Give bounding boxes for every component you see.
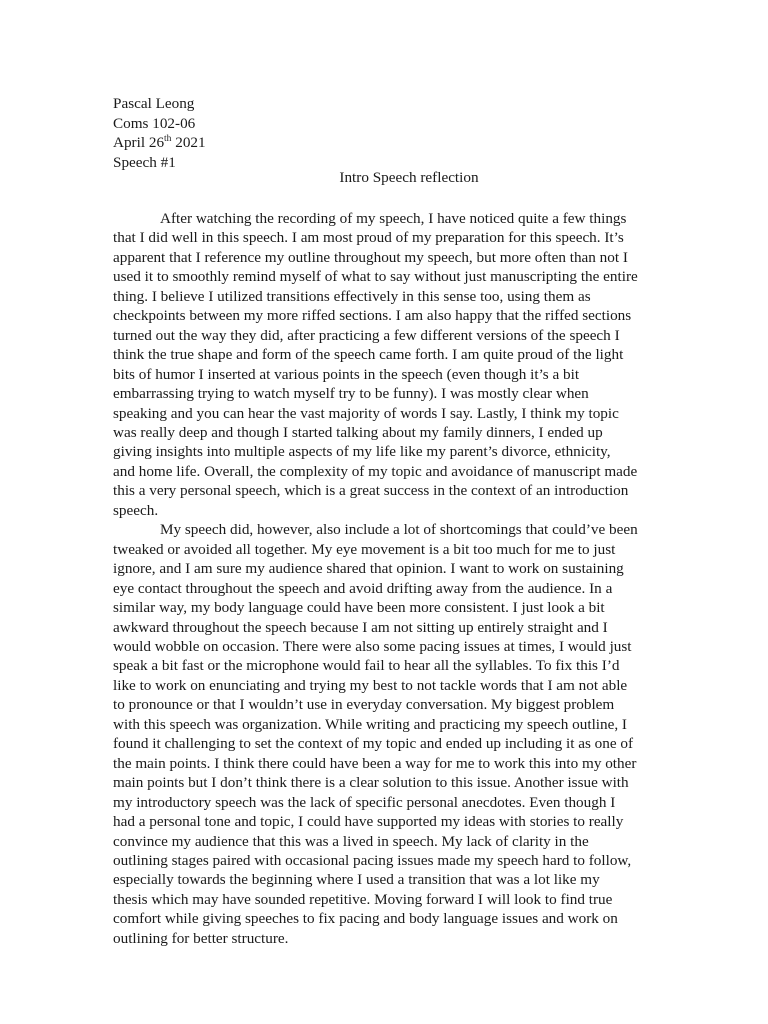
paragraph-line: like to work on enunciating and trying my best to not tackle words that I am not able xyxy=(113,676,628,694)
paragraph-line: my introductory speech was the lack of specific personal anecdotes. Even though I xyxy=(113,793,616,811)
paragraph-1 xyxy=(113,209,673,520)
paragraph-line: especially towards the beginning where I used a transition that was a lot like my xyxy=(113,871,600,889)
paragraph-line: thesis which may have sounded repetitive. Moving forward I will look to find true xyxy=(113,890,613,908)
paragraph-line: think the true shape and form of the speech came forth. I am quite proud of the light xyxy=(113,346,624,364)
author-name: Pascal Leong xyxy=(113,95,195,112)
paragraph-line: giving insights into multiple aspects of my life like my parent’s divorce, ethnicity, xyxy=(113,443,611,461)
paragraph-line: ignore, and I am sure my audience shared that opinion. I want to work on sustaining xyxy=(113,560,624,578)
paragraph-line: thing. I believe I utilized transitions effectively in this sense too, using them as xyxy=(113,287,591,305)
paragraph-line: embarrassing trying to watch myself try to be funny). I was mostly clear when xyxy=(113,385,589,403)
paragraph-line: apparent that I reference my outline throughout my speech, but more often than not I xyxy=(113,248,628,266)
paragraph-line: checkpoints between my more riffed sections. I am also happy that the riffed sections xyxy=(113,307,632,325)
paragraph-line: the main points. I think there could have been a way for me to work this into my other xyxy=(113,754,637,772)
document-header xyxy=(113,94,206,172)
paragraph-line: had a personal tone and topic, I could have supported my ideas with stories to really xyxy=(113,813,624,831)
paragraph-line: outlining for better structure. xyxy=(113,929,289,947)
paragraph-line: comfort while giving speeches to fix pacing and body language issues and work on xyxy=(113,910,618,928)
paragraph-line: this a very personal speech, which is a great success in the context of an introduction xyxy=(113,482,629,500)
paragraph-line: speech. xyxy=(113,501,159,519)
paragraph-line: main points but I don’t think there is a clear solution to this issue. Another issue with xyxy=(113,774,629,792)
paragraph-line: to pronounce or that I wouldn’t use in everyday conversation. My biggest problem xyxy=(113,696,615,714)
paragraph-line: eye contact throughout the speech and avoid drifting away from the audience. In a xyxy=(113,579,613,597)
paragraph-line: convince my audience that this was a lived in speech. My lack of clarity in the xyxy=(113,832,589,850)
paragraph-line: similar way, my body language could have been more consistent. I just look a bit xyxy=(113,599,605,617)
date-prefix: April 26 xyxy=(113,134,165,151)
paragraph-line: outlining stages paired with occasional pacing issues made my speech hard to follow, xyxy=(113,851,632,869)
assignment-label: Speech #1 xyxy=(113,153,176,171)
paragraph-line: found it challenging to set the context of my topic and ended up including it as one of xyxy=(113,735,634,753)
paragraph-line: with this speech was organization. While writing and practicing my speech outline, I xyxy=(113,715,627,733)
paragraph-line: My speech did, however, also include a lot of shortcomings that could’ve been xyxy=(160,521,638,539)
date-suffix: 2021 xyxy=(171,134,206,151)
document-body xyxy=(113,209,673,948)
document-date xyxy=(113,133,206,153)
paragraph-line: and home life. Overall, the complexity of my topic and avoidance of manuscript made xyxy=(113,462,638,480)
paragraph-2 xyxy=(113,520,673,948)
paragraph-line: After watching the recording of my speech, I have noticed quite a few things xyxy=(160,210,627,227)
date-superscript: th xyxy=(164,134,172,144)
paragraph-line: bits of humor I inserted at various points in the speech (even though it’s a bit xyxy=(113,365,580,383)
paragraph-line: was really deep and though I started talking about my family dinners, I ended up xyxy=(113,423,603,441)
paragraph-line: tweaked or avoided all together. My eye movement is a bit too much for me to just xyxy=(113,540,616,558)
paragraph-line: would wobble on occasion. There were also some pacing issues at times, I would just xyxy=(113,637,632,655)
paragraph-line: used it to smoothly remind myself of what to say without just manuscripting the entire xyxy=(113,268,638,286)
paragraph-line: speaking and you can hear the vast majority of words I say. Lastly, I think my topic xyxy=(113,404,619,422)
document-title xyxy=(0,168,768,188)
paragraph-line: that I did well in this speech. I am most proud of my preparation for this speech. It’s xyxy=(113,229,624,247)
paragraph-line: speak a bit fast or the microphone would fail to hear all the syllables. To fix this I’d xyxy=(113,657,620,675)
paragraph-line: turned out the way they did, after practicing a few different versions of the speech I xyxy=(113,326,620,344)
paragraph-line: awkward throughout the speech because I am not sitting up entirely straight and I xyxy=(113,618,608,636)
course-code: Coms 102-06 xyxy=(113,114,196,132)
document-title-text: Intro Speech reflection xyxy=(339,169,479,186)
